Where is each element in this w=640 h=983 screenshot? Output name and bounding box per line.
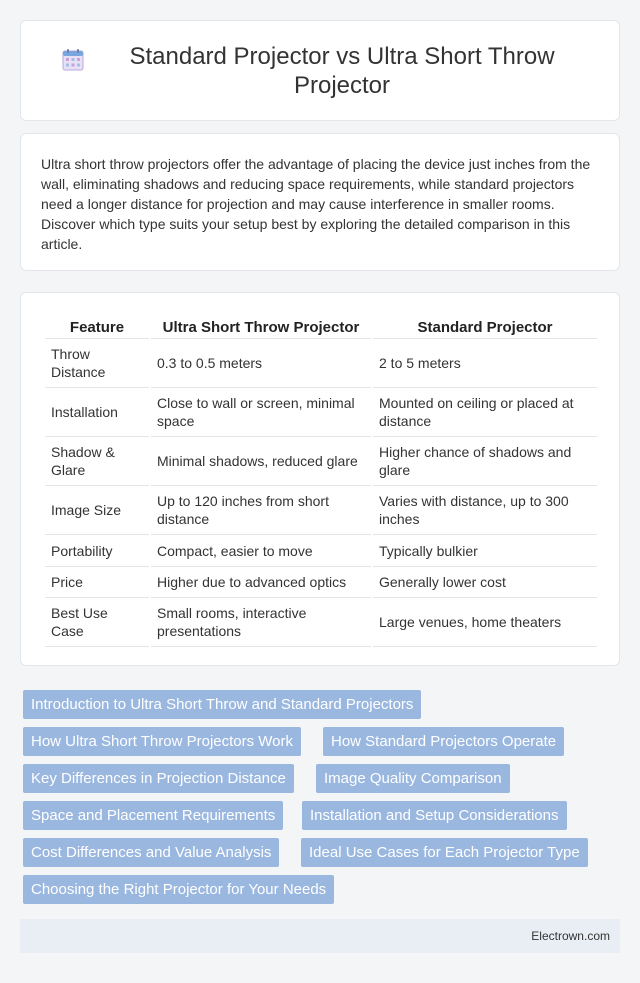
standard-cell: Typically bulkier	[373, 535, 597, 567]
title-wrap	[61, 42, 579, 100]
ust-cell: Close to wall or screen, minimal space	[151, 388, 371, 437]
tag-how-standard-operates[interactable]: How Standard Projectors Operate	[323, 727, 564, 756]
ust-cell: 0.3 to 0.5 meters	[151, 339, 371, 388]
ust-cell: Minimal shadows, reduced glare	[151, 437, 371, 486]
table-row	[45, 486, 597, 535]
standard-cell: Varies with distance, up to 300 inches	[373, 486, 597, 535]
tag-ideal-use-cases[interactable]: Ideal Use Cases for Each Projector Type	[301, 838, 588, 867]
table-row	[45, 388, 597, 437]
comparison-card	[20, 292, 620, 666]
tag-cost-differences[interactable]: Cost Differences and Value Analysis	[23, 838, 279, 867]
standard-cell: Mounted on ceiling or placed at distance	[373, 388, 597, 437]
table-row	[45, 535, 597, 567]
table-row	[45, 567, 597, 598]
intro-text: Ultra short throw projectors offer the advantage of placing the device just inches from the wall, eliminating shadows and reducing space requirements, while standard projectors need a longer distance for projection and may cause interference in smaller rooms. Discover which type suits your setup best by exploring the detailed comparison in this article.	[41, 156, 591, 252]
table-row	[45, 339, 597, 388]
ust-cell: Up to 120 inches from short distance	[151, 486, 371, 535]
tag-introduction[interactable]: Introduction to Ultra Short Throw and Standard Projectors	[23, 690, 421, 719]
standard-cell: Large venues, home theaters	[373, 598, 597, 647]
feature-cell: Price	[45, 567, 149, 598]
standard-cell: 2 to 5 meters	[373, 339, 597, 388]
intro-card	[20, 133, 620, 271]
tag-how-ust-works[interactable]: How Ultra Short Throw Projectors Work	[23, 727, 301, 756]
page-title: Standard Projector vs Ultra Short Throw Projector	[129, 42, 555, 99]
feature-cell: Throw Distance	[45, 339, 149, 388]
tag-projection-distance[interactable]: Key Differences in Projection Distance	[23, 764, 294, 793]
ust-cell: Compact, easier to move	[151, 535, 371, 567]
feature-cell: Image Size	[45, 486, 149, 535]
table-row	[45, 598, 597, 647]
tag-choosing-right[interactable]: Choosing the Right Projector for Your Needs	[23, 875, 334, 904]
footer	[20, 919, 620, 953]
feature-cell: Portability	[45, 535, 149, 567]
calendar-icon	[61, 48, 85, 72]
title-card	[20, 20, 620, 121]
tag-installation-setup[interactable]: Installation and Setup Considerations	[302, 801, 567, 830]
feature-cell: Installation	[45, 388, 149, 437]
ust-cell: Higher due to advanced optics	[151, 567, 371, 598]
footer-site[interactable]: Electrown.com	[531, 929, 610, 943]
table-header-row	[45, 313, 597, 339]
tag-image-quality[interactable]: Image Quality Comparison	[316, 764, 510, 793]
comparison-table	[43, 313, 599, 647]
table-row	[45, 437, 597, 486]
header-feature: Feature	[45, 313, 149, 339]
feature-cell: Shadow & Glare	[45, 437, 149, 486]
ust-cell: Small rooms, interactive presentations	[151, 598, 371, 647]
header-ultra-short-throw: Ultra Short Throw Projector	[151, 313, 371, 339]
standard-cell: Higher chance of shadows and glare	[373, 437, 597, 486]
header-standard: Standard Projector	[373, 313, 597, 339]
standard-cell: Generally lower cost	[373, 567, 597, 598]
feature-cell: Best Use Case	[45, 598, 149, 647]
tag-space-placement[interactable]: Space and Placement Requirements	[23, 801, 283, 830]
